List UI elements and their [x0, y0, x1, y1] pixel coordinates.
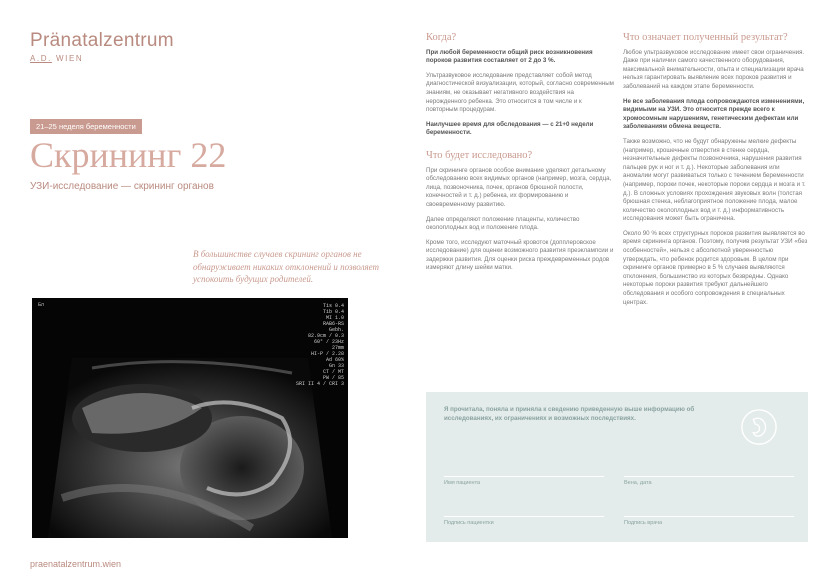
- readout-line: PW / 85: [322, 375, 344, 381]
- readout-line: Gn 33: [328, 363, 344, 369]
- patient-signature-field[interactable]: Подпись пациентки: [444, 516, 604, 526]
- patient-name-field[interactable]: Имя пациента: [444, 476, 604, 486]
- result-not-visible-text: Не все заболевания плода сопровождаются изменениями, видимыми на УЗИ. Это относится прежде всего к хромосомным нарушениям, генетическим дефектам или заболеваниям обмена веществ.: [623, 97, 805, 131]
- readout-line: Gebh.: [328, 327, 344, 333]
- readout-line: MI 1.0: [325, 315, 344, 321]
- examined-organs-text: При скрининге органов особое внимание уделяют детальному обследованию всех видимых органов (например, мозга, сердца, лица, позвоночника, почек, органов брюшной полости, конечностей и т. д.) ребенка, их формированию и своевременному развитию.: [426, 166, 612, 208]
- middle-column: [426, 34, 614, 279]
- readout-line: 60° / 23Hz: [313, 339, 344, 345]
- brand-subline: [30, 54, 174, 63]
- examined-placenta-text: Далее определяют положение плаценты, количество околоплодных вод и положение плода.: [426, 215, 580, 232]
- right-column: [623, 34, 808, 313]
- readout-line: HI-P / 2.28: [310, 351, 344, 357]
- readout-line: SRI II 4 / CRI 3: [295, 381, 344, 387]
- section-heading-when: Когда?: [426, 32, 457, 43]
- readout-line: CT / MT: [322, 369, 344, 375]
- brand-name: Pränatalzentrum: [30, 30, 174, 51]
- section-heading-examined: Что будет исследовано?: [426, 149, 533, 161]
- when-timing-text: Наилучшее время для обследования — с 21+0 недели беременности.: [426, 120, 594, 137]
- consent-statement: Я прочитала, поняла и приняла к сведению приведенную выше информацию об исследованиях, их ограничениях и возможных последствиях.: [444, 406, 695, 422]
- fetus-emblem-icon: [740, 408, 778, 446]
- readout-line: Ad 60%: [325, 357, 344, 363]
- readout-line: 82.9cm / 0.3: [307, 333, 344, 339]
- section-heading-result: Что означает полученный результат?: [623, 32, 788, 43]
- page-title: Скрининг 22: [30, 135, 227, 175]
- result-statistics-text: Около 90 % всех структурных пороков развития выявляется во время скрининга органов. Поэтому, получив результат УЗИ «без особенностей», нельзя с абсолютной уверенностью утверждать, что ребенок родится здоровым. В целом при скрининге органов примерно в 5 % случаев выявляются отклонения, большинство из которых безвредны. Однако некоторые пороки развития требуют дальнейшего обследования и особого сопровождения в специальных центрах.: [623, 229, 808, 306]
- when-method-text: Ультразвуковое исследование представляет собой метод диагностической визуализации, который, согласно современным знаниям, не оказывает негативного воздействия на нерожденного ребенка. Это относится в том числе и к повторным процедурам.: [426, 71, 614, 114]
- result-limits-text: Любое ультразвуковое исследование имеет свои ограничения. Даже при наличии самого качественного оборудования, максимальной внимательности, опыта и специализации врача нельзя гарантировать выявление всех пороков развития и заболеваний на каждом этапе беременности.: [623, 48, 805, 90]
- examined-doppler-text: Кроме того, исследуют маточный кровоток (допплеровское исследование) для оценки возможного развития преэклампсии и задержки развития. Для оценки риска преждевременных родов измеряют длину шейки матки.: [426, 238, 614, 272]
- when-risk-text: При любой беременности общий риск возникновения пороков развития составляет от 2 до 3 %.: [426, 48, 593, 65]
- readout-line: Tib 0.4: [322, 309, 344, 315]
- place-date-field[interactable]: Вена, дата: [624, 476, 794, 486]
- readout-line: Tis 0.4: [322, 303, 344, 309]
- brand-wien: WIEN: [55, 54, 84, 63]
- ultrasound-image: [32, 298, 348, 538]
- website-link[interactable]: praenatalzentrum.wien: [30, 559, 122, 569]
- consent-box: [426, 392, 808, 542]
- doctor-signature-field[interactable]: Подпись врача: [624, 516, 794, 526]
- readout-line: RAB6-RS: [322, 321, 344, 327]
- page-subtitle: УЗИ-исследование — скрининг органов: [30, 181, 214, 192]
- brand-logo: [30, 30, 174, 63]
- result-small-defects-text: Также возможно, что не будут обнаружены мелкие дефекты (например, крошечные отверстия в стенке сердца, незначительные дефекты позвоночника, нарушения развития пальцев рук и ног и т. д.). Некоторые заболевания или аномалии могут развиваться только с течением беременности (например, пороки почек, некоторые пороки сердца и мозга и т. д.). В сложных условиях прохождения звуковых волн (толстая брюшная стенка, неблагоприятное положение плода, малое количество околоплодных вод и т. д.) информативность исследования может быть ограничена.: [623, 137, 806, 223]
- ultrasound-label: Бл: [38, 302, 45, 308]
- readout-line: 27mm: [331, 345, 344, 351]
- reassurance-quote: В большинстве случаев скрининг органов не обнаруживает никаких отклонений и позволяет успокоить будущих родителей.: [193, 249, 380, 284]
- brand-ad: A.D.: [30, 54, 52, 63]
- week-badge: 21–25 неделя беременности: [30, 119, 142, 134]
- ultrasound-readout: [296, 303, 344, 387]
